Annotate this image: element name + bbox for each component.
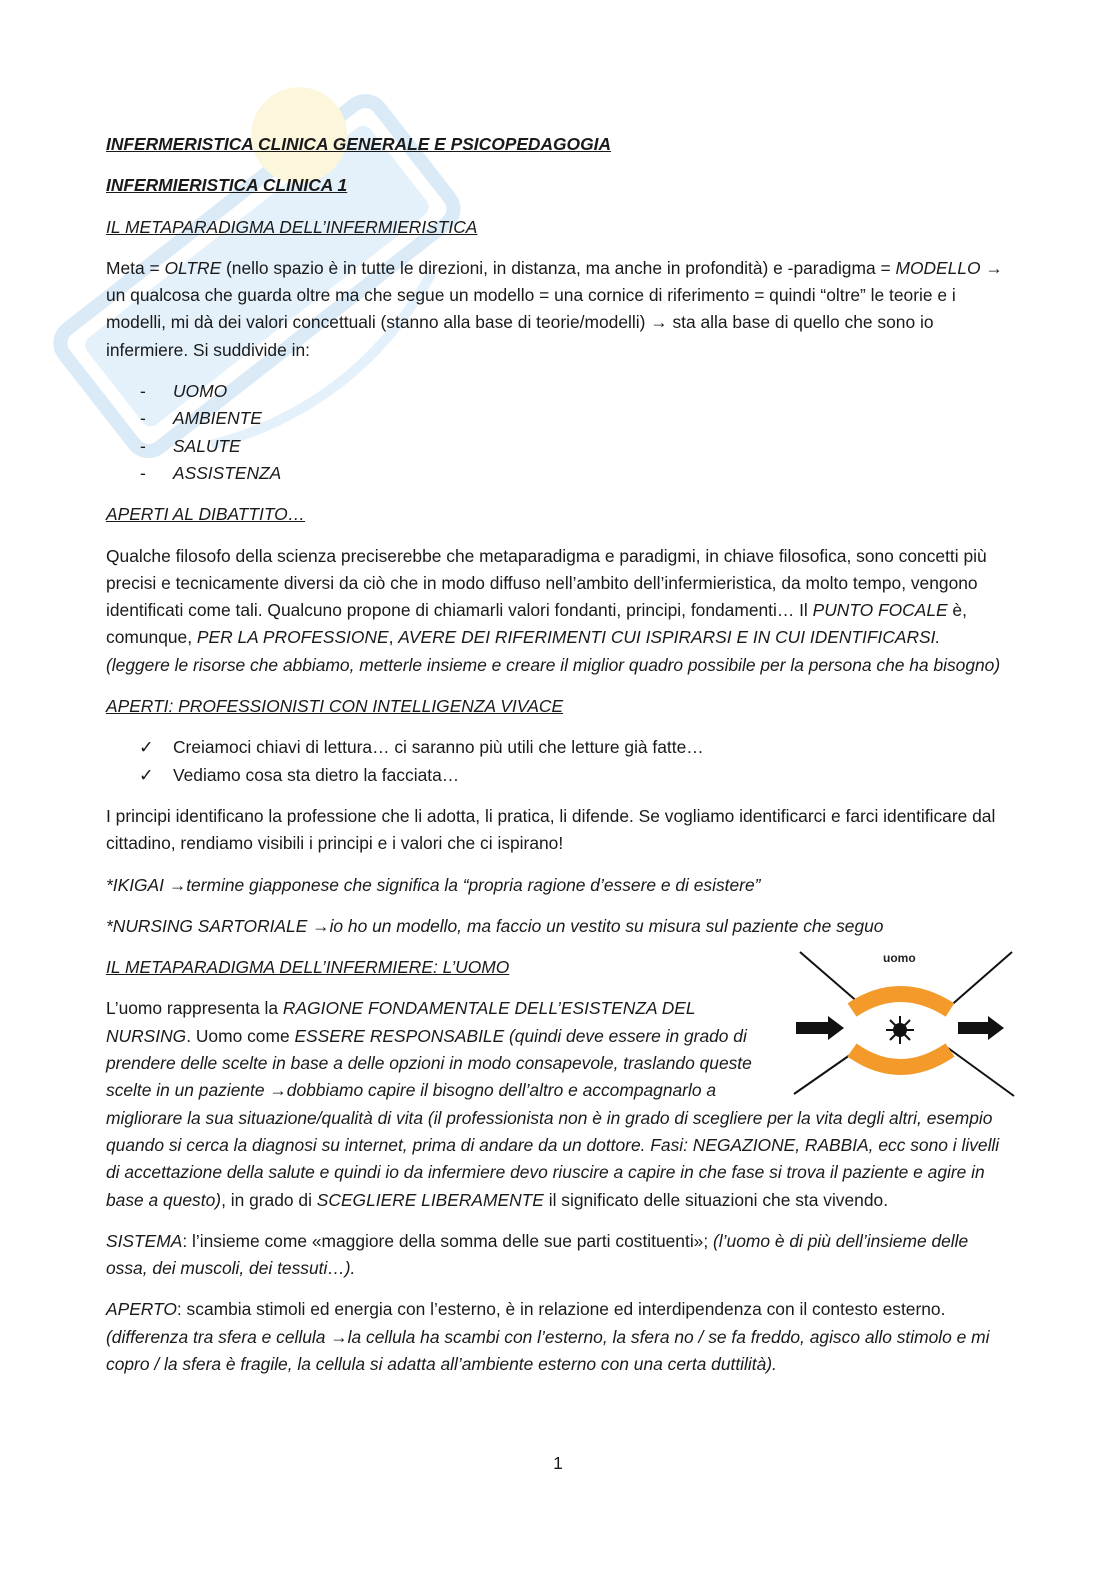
section-heading-dibattito: APERTI AL DIBATTITO… (106, 504, 306, 525)
list-item: - SALUTE (106, 433, 1006, 460)
metaparadigm-list (106, 378, 1006, 487)
paragraph-aperto: APERTO: scambia stimoli ed energia con l’esterno, è in relazione ed interdipendenza con il contesto esterno. (differenza tra sfera e cellula →la cellula ha scambi con l’esterno, la sfera no / se fa freddo, agisco allo stimolo e mi copro / la sfera è fragile, la cellula si adatta all’ambiente esterno con una certa duttilità). (106, 1299, 990, 1374)
document-title: INFERMERISTICA CLINICA GENERALE E PSICOPEDAGOGIA (106, 134, 612, 154)
paragraph-dibattito: Qualche filosofo della scienza preciserebbe che metaparadigma e paradigmi, in chiave filosofica, sono concetti più precisi e tecnicamente diversi da ciò che in modo diffuso nell’ambito dell’infermieristica, da molto tempo, vengono identificati come tali. Qualcuno propone di chiamarli valori fondanti, principi, fondamenti… Il PUNTO FOCALE è, comunque, PER LA PROFESSIONE, AVERE DEI RIFERIMENTI CUI ISPIRARSI E IN CUI IDENTIFICARSI. (leggere le risorse che abbiamo, metterle insieme e creare il miglior quadro possibile per la persona che ha bisogno) (106, 545, 1001, 675)
arrow-icon: → (645, 312, 673, 333)
arrow-icon: → (980, 257, 1003, 278)
paragraph-uomo: L’uomo rappresenta la RAGIONE FONDAMENTALE DELL’ESISTENZA DEL NURSING. Uomo come ESSERE RESPONSABILE (quindi deve essere in grado di prendere delle scelte in base a delle opzioni in modo consapevole, traslando queste scelte in un paziente →dobbiamo capire il bisogno dell’altro e accompagnarlo a migliorare la sua situazione/qualità di vita (il professionista non è in grado di scegliere per la vita degli altri, esempio quando si cerca la diagnosi su internet, prima di andare da un dottore. Fasi: NEGAZIONE, RABBIA, ecc sono i livelli di accettazione della salute e quindi io da infermiere devo riuscire a capire in che fase si trova il paziente e agire in base a questo), in grado di SCEGLIERE LIBERAMENTE il significato delle situazioni che sta vivendo. (106, 998, 1000, 1210)
section-heading-metaparadigma: IL METAPARADIGMA DELL’INFERMIERISTICA (106, 216, 478, 237)
paragraph-sistema: SISTEMA: l’insieme come «maggiore della somma delle sue parti costituenti»; (l’uomo è di più dell’insieme delle ossa, dei muscoli, dei tessuti…). (106, 1230, 969, 1279)
arrow-icon: → (312, 915, 330, 936)
arrow-icon: → (168, 874, 187, 895)
list-item: ✓ Vediamo cosa sta dietro la facciata… (106, 762, 1006, 789)
uomo-diagram (788, 948, 1016, 1098)
diagram-label: uomo (883, 951, 916, 966)
page-number: 1 (553, 1453, 563, 1473)
paragraph-meta-definition: Meta = OLTRE (nello spazio è in tutte le direzioni, in distanza, ma anche in profondità) e -paradigma = MODELLO → un qualcosa che guarda oltre ma che segue un modello = una cornice di riferimento = quindi “oltre” le teorie e i modelli, mi dà dei valori concettuali (stanno alla base di teorie/modelli) → sta alla base di quello che sono io infermiere. Si suddivide in: (106, 257, 1003, 360)
paragraph-principi: I principi identificano la professione che li adotta, li pratica, li difende. Se vogliamo identificarci e farci identificare dal cittadino, rendiamo visibili i principi e i valori che ci ispirano! (106, 805, 996, 854)
arrow-icon: → (330, 1326, 348, 1347)
checklist (106, 734, 1006, 789)
list-item: - ASSISTENZA (106, 460, 1006, 487)
arrow-icon: → (269, 1080, 287, 1101)
checkmark-icon: ✓ (139, 737, 154, 758)
list-item: - AMBIENTE (106, 405, 1006, 432)
section-heading-professionisti: APERTI: PROFESSIONISTI CON INTELLIGENZA VIVACE (106, 696, 564, 717)
note-ikigai: *IKIGAI →termine giapponese che significa la “propria ragione d’essere e di esistere” (106, 874, 761, 895)
checkmark-icon: ✓ (139, 764, 154, 785)
section-heading-uomo: IL METAPARADIGMA DELL’INFERMIERE: L’UOMO (106, 957, 510, 978)
list-item: ✓ Creiamoci chiavi di lettura… ci saranno più utili che letture già fatte… (106, 734, 1006, 761)
note-nursing-sartoriale: *NURSING SARTORIALE →io ho un modello, ma faccio un vestito su misura sul paziente che seguo (106, 915, 884, 936)
list-item: - UOMO (106, 378, 1006, 405)
document-body (106, 131, 1006, 1392)
document-subtitle: INFERMIERISTICA CLINICA 1 (106, 175, 348, 196)
